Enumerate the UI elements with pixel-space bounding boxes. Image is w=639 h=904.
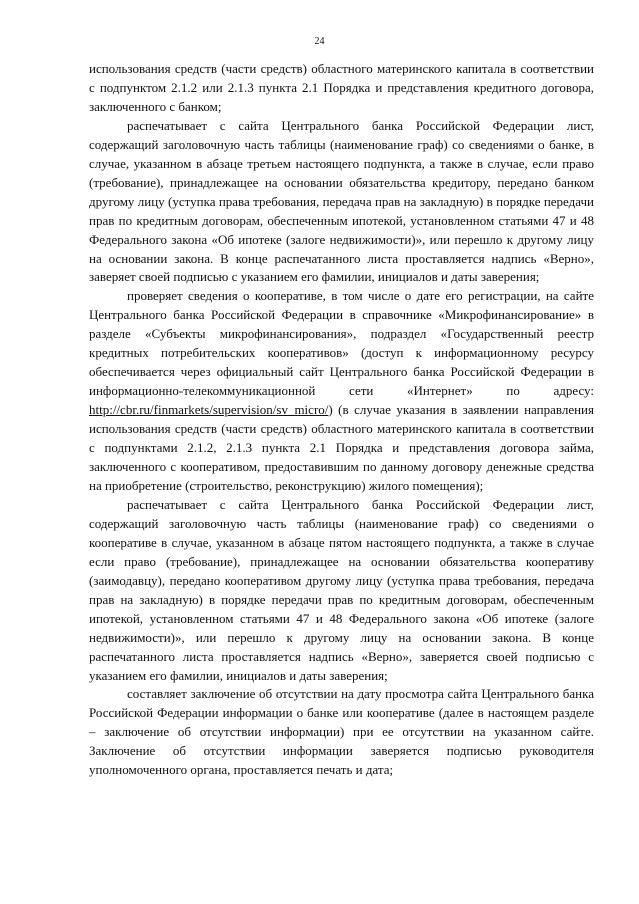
paragraph-continuation: использования средств (части средств) областного материнского капитала в соответствии с подпунктом 2.1.2 или 2.1.3 пункта 2.1 Порядка и представления кредитного договора, заключенного с банком;: [89, 61, 594, 114]
paragraph-check-cooperative-text: проверяет сведения о кооперативе, в том числе о дате его регистрации, на сайте Центрального банка Российской Федерации в справочнике «Микрофинансирование» в разделе «Субъекты микрофинансирования», подраздел «Государственный реестр кредитных потребительских кооперативов» (доступ к информационному ресурсу обеспечивается через официальный сайт Центрального банка Российской Федерации в информационно-телекоммуникационной сети «Интернет» по адресу:: [89, 288, 594, 399]
paragraph-print-cooperative-sheet: распечатывает с сайта Центрального банка Российской Федерации лист, содержащий заголовочную часть таблицы (наименование граф) со сведениями о кооперативе в случае, указанном в абзаце пятом настоящего подпункта, а также в случае если право (требование), принадлежащее на основании обязательства кооперативу (заимодавцу), передано кооперативом другому лицу (уступка права требования, передача прав на закладную) в порядке передачи прав по кредитным договорам, обеспеченным ипотекой, установленном статьями 47 и 48 Федерального закона «Об ипотеке (залоге недвижимости)», или перешло к другому лицу на основании закона. В конце распечатанного листа проставляется надпись «Верно», заверяется своей подписью с указанием его фамилии, инициалов и даты заверения;: [89, 496, 594, 683]
page-number: 24: [314, 36, 325, 47]
paragraph-print-bank-sheet: распечатывает с сайта Центрального банка Российской Федерации лист, содержащий заголовочную часть таблицы (наименование граф) со сведениями о банке, в случае, указанном в абзаце третьем настоящего подпункта, а также в случае, если право (требование), принадлежащее на основании обязательства кредитору, передано банком другому лицу (уступка права требования, передача прав на закладную) в порядке передачи прав по кредитным договорам, обеспеченным ипотекой, установленном статьями 47 и 48 Федерального закона «Об ипотеке (залоге недвижимости)», или перешло к другому лицу на основании закона. В конце распечатанного листа проставляется надпись «Верно», заверяет своей подписью с указанием его фамилии, инициалов и даты заверения;: [89, 117, 594, 285]
paragraph-absence-conclusion: составляет заключение об отсутствии на дату просмотра сайта Центрального банка Российской Федерации информации о банке или кооперативе (далее в настоящем разделе – заключение об отсутствии информации) при ее отсутствии на указанном сайте. Заключение об отсутствии информации заверяется подписью руководителя уполномоченного органа, проставляется печать и дата;: [89, 686, 594, 778]
cbr-micro-link[interactable]: http://cbr.ru/finmarkets/supervision/sv_micro/: [89, 402, 329, 418]
paragraph-check-cooperative-text-end: ) (в случае указания в заявлении направления использования средств (части средств) областного материнского капитала в соответствии с подпунктами 2.1.2, 2.1.3 пункта 2.1 Порядка и представления договора займа, заключенного с кооперативом, предоставившим по данному договору денежные средства на приобретение (строительство, реконструкцию) жилого помещения);: [89, 402, 594, 493]
document-body: [89, 60, 594, 780]
paragraph-check-cooperative: [89, 287, 594, 495]
